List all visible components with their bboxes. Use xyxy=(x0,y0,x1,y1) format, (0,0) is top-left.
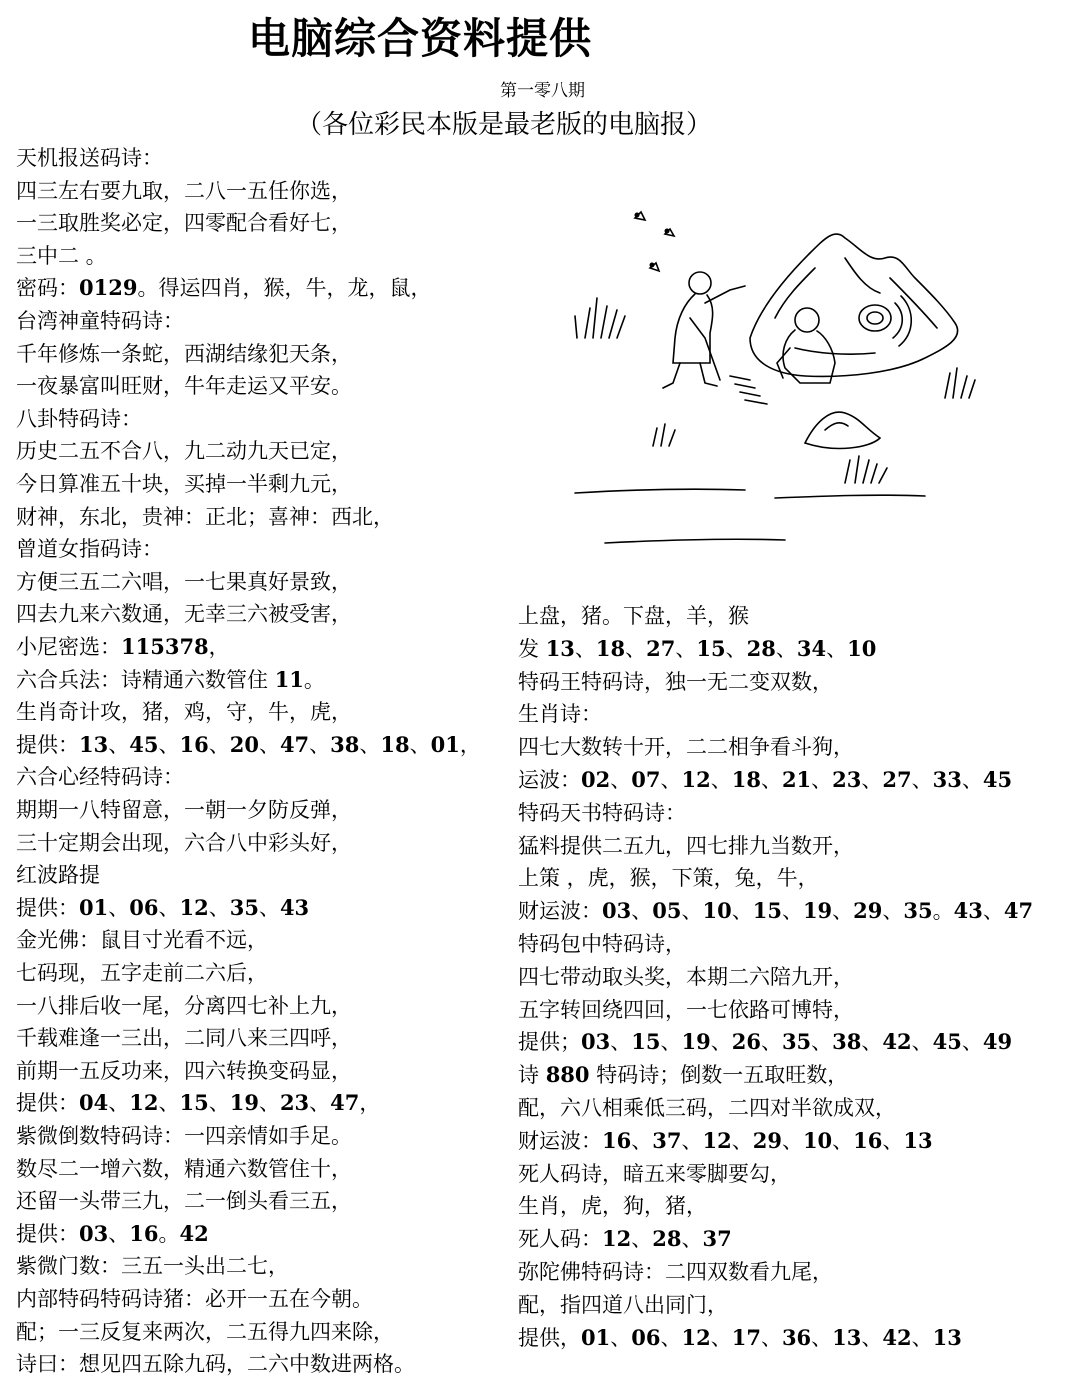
text-line: 数尽二一增六数，精通六数管住十， xyxy=(16,1156,352,1181)
text-line: 天机报送码诗： xyxy=(16,146,163,170)
text-line: 死人码诗，暗五来零脚要勾， xyxy=(518,1161,791,1186)
text-line: 千载难逢一三出，二同八来三四呼， xyxy=(16,1026,352,1051)
text-line: 八卦特码诗： xyxy=(16,406,142,431)
text-line: 曾道女指码诗： xyxy=(16,537,163,562)
text-line: 今日算准五十块，买掉一半剩九元， xyxy=(16,472,352,496)
text-line: 三中二 。 xyxy=(16,243,107,268)
text-line: 前期一五反功来，四六转换变码显， xyxy=(16,1058,352,1083)
text-line: 内部特码特码诗猪：必开一五在今朝。 xyxy=(16,1287,373,1311)
issue-number: 第一零八期 xyxy=(500,81,585,101)
page-title: 电脑综合资料提供 xyxy=(248,14,593,63)
text-line: 期期一八特留意，一朝一夕防反弹， xyxy=(16,798,352,822)
text-line: 生肖奇计攻，猪，鸡，守，牛，虎， xyxy=(16,700,352,725)
text-line: 诗 880 特码诗；倒数一五取旺数， xyxy=(518,1062,849,1088)
text-line: 提供，01、06、12、17、36、13、42、13 xyxy=(518,1324,962,1350)
text-line: 一八排后收一尾，分离四七补上九， xyxy=(16,993,352,1018)
text-line: 四三左右要九取，二八一五任你选， xyxy=(16,178,352,203)
text-line: 特码包中特码诗， xyxy=(518,932,686,956)
text-line: 密码：0129。得运四肖，猴，牛，龙，鼠， xyxy=(16,275,432,301)
text-line: 一三取胜奖必定，四零配合看好七， xyxy=(16,211,352,236)
text-line: 三十定期会出现，六合八中彩头好， xyxy=(16,830,352,855)
text-line: 上盘，猪。下盘，羊，猴 xyxy=(518,604,749,628)
text-line: 千年修炼一条蛇，西湖结缘犯天条， xyxy=(16,341,352,366)
page-subtitle: （各位彩民本版是最老版的电脑报） xyxy=(296,110,713,140)
text-line: 紫微门数：三五一头出二七， xyxy=(16,1254,289,1279)
text-line: 猛料提供二五九，四七排九当数开， xyxy=(518,833,854,858)
text-line: 上策 ，虎，猴，下策，兔，牛， xyxy=(518,866,819,891)
text-line: 七码现，五字走前二六后， xyxy=(16,961,268,985)
text-line: 财神，东北，贵神：正北；喜神：西北， xyxy=(16,504,394,529)
text-line: 四七带动取头奖，本期二六陪九开， xyxy=(518,964,854,989)
text-line: 台湾神童特码诗： xyxy=(16,309,184,333)
text-line: 一夜暴富叫旺财，牛年走运又平安。 xyxy=(16,374,352,399)
text-line: 特码王特码诗，独一无二变双数， xyxy=(518,669,833,694)
text-line: 弥陀佛特码诗：二四双数看九尾， xyxy=(518,1260,833,1284)
text-line: 运波：02、07、12、18、21、23、27、33、45 xyxy=(518,767,1013,792)
text-line: 配，六八相乘低三码，二四对半欲成双， xyxy=(518,1096,896,1120)
text-line: 六合兵法：诗精通六数管住 11。 xyxy=(16,666,325,692)
text-line: 财运波：16、37、12、29、10、16、13 xyxy=(518,1127,933,1153)
text-line: 财运波：03、05、10、15、19、29、35。43、47 xyxy=(518,898,1034,924)
text-line: 生肖诗： xyxy=(518,702,602,727)
text-line: 历史二五不合八，九二动九天已定， xyxy=(16,439,352,464)
text-line: 方便三五二六唱，一七果真好景致， xyxy=(16,569,352,594)
text-line: 金光佛：鼠目寸光看不远， xyxy=(16,928,268,953)
text-line: 诗曰：想见四五除九码，二六中数进两格。 xyxy=(16,1352,415,1377)
text-line: 还留一头带三九，二一倒头看三五， xyxy=(16,1189,352,1214)
text-line: 红波路提 xyxy=(16,863,100,888)
text-line: 特码天书特码诗： xyxy=(518,800,686,825)
text-line: 提供：01、06、12、35、43 xyxy=(16,894,310,920)
text-line: 提供：03、16。42 xyxy=(16,1220,209,1246)
text-line: 配，指四道八出同门， xyxy=(518,1292,728,1317)
text-line: 生肖，虎，狗，猪， xyxy=(518,1194,707,1219)
text-line: 小尼密选：115378， xyxy=(16,634,230,659)
text-line: 四七大数转十开，二二相争看斗狗， xyxy=(518,735,854,760)
text-line: 发 13、18、27、15、28、34、10 xyxy=(518,635,877,661)
text-line: 紫微倒数特码诗：一四亲情如手足。 xyxy=(16,1124,352,1148)
text-line: 提供：13、45、16、20、47、38、18、01， xyxy=(16,731,481,757)
text-line: 六合心经特码诗： xyxy=(16,765,184,790)
text-line: 五字转回绕四回，一七依路可博特， xyxy=(518,997,854,1022)
ink-drawing-two-boys-by-rock-icon xyxy=(545,198,1015,548)
text-line: 配；一三反复来两次，二五得九四来除， xyxy=(16,1319,394,1344)
text-line: 四去九来六数通，无幸三六被受害， xyxy=(16,602,352,627)
text-line: 提供：04、12、15、19、23、47， xyxy=(16,1090,381,1116)
text-line: 提供；03、15、19、26、35、38、42、45、49 xyxy=(518,1029,1013,1055)
text-line: 死人码：12、28、37 xyxy=(518,1226,732,1252)
